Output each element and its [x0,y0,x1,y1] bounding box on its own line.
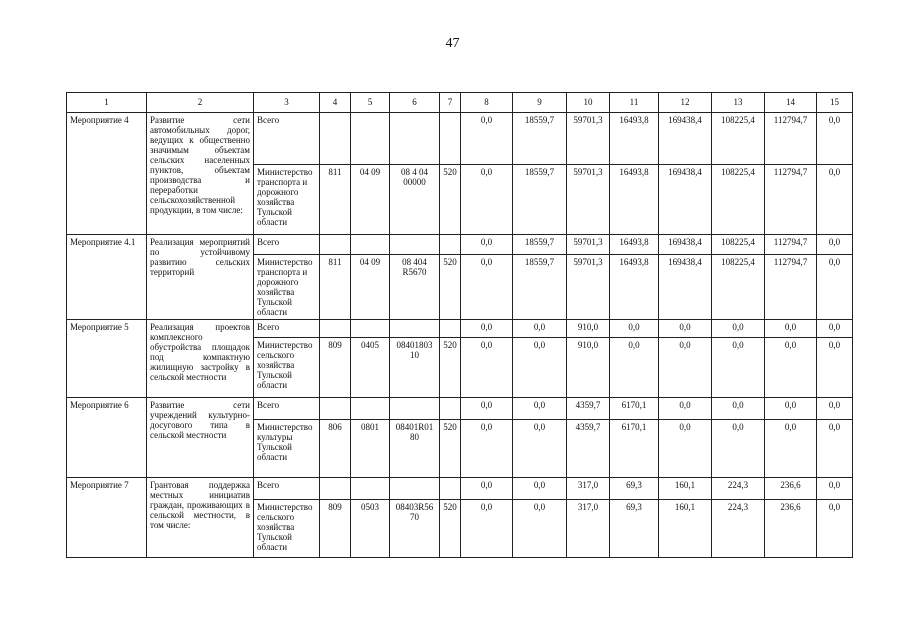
amount-cell: 18559,7 [513,235,567,255]
event-description-cell: Реализация проектов комплексного обустройства площадок под компактную жилищную застройку в сельской местности [147,320,254,398]
section-code-cell [351,320,390,338]
amount-cell: 16493,8 [610,113,659,165]
event-name-cell: Мероприятие 6 [67,398,147,478]
target-article-cell: 08 404 R5670 [390,255,440,320]
amount-cell: 0,0 [461,255,513,320]
event-name-cell: Мероприятие 4 [67,113,147,235]
amount-cell: 169438,4 [659,165,712,235]
amount-cell: 6170,1 [610,420,659,478]
expense-type-cell [440,235,461,255]
column-header: 3 [254,93,320,113]
column-header: 2 [147,93,254,113]
amount-cell: 0,0 [765,320,817,338]
section-code-cell [351,113,390,165]
section-code-cell [351,478,390,500]
executor-cell: Министерство культуры Тульской области [254,420,320,478]
column-header: 4 [320,93,351,113]
event-name-cell: Мероприятие 5 [67,320,147,398]
amount-cell: 18559,7 [513,255,567,320]
amount-cell: 0,0 [610,338,659,398]
amount-cell: 0,0 [461,235,513,255]
expense-type-cell [440,478,461,500]
target-article-cell [390,320,440,338]
amount-cell: 108225,4 [712,255,765,320]
gradn-code-cell [320,398,351,420]
amount-cell: 112794,7 [765,113,817,165]
gradn-code-cell: 809 [320,338,351,398]
gradn-code-cell [320,478,351,500]
amount-cell: 0,0 [513,420,567,478]
expense-type-cell: 520 [440,255,461,320]
amount-cell: 317,0 [567,478,610,500]
executor-cell: Министерство транспорта и дорожного хозяйства Тульской области [254,165,320,235]
table-row [67,320,853,338]
executor-cell: Всего [254,320,320,338]
amount-cell: 0,0 [513,398,567,420]
executor-cell: Министерство сельского хозяйства Тульской области [254,500,320,558]
executor-cell: Министерство транспорта и дорожного хозяйства Тульской области [254,255,320,320]
event-description-cell: Развитие сети учреждений культурно-досугового типа в сельской местности [147,398,254,478]
column-header: 10 [567,93,610,113]
budget-table [66,92,853,558]
amount-cell: 59701,3 [567,165,610,235]
amount-cell: 0,0 [659,420,712,478]
expense-type-cell [440,113,461,165]
amount-cell: 0,0 [461,478,513,500]
header-row [67,93,853,113]
column-header: 14 [765,93,817,113]
amount-cell: 16493,8 [610,255,659,320]
amount-cell: 0,0 [513,478,567,500]
gradn-code-cell [320,320,351,338]
expense-type-cell: 520 [440,165,461,235]
section-code-cell [351,235,390,255]
column-header: 11 [610,93,659,113]
column-header: 12 [659,93,712,113]
section-code-cell: 0405 [351,338,390,398]
amount-cell: 112794,7 [765,235,817,255]
gradn-code-cell: 811 [320,255,351,320]
amount-cell: 0,0 [817,320,853,338]
event-description-cell: Развитие сети автомобильных дорог, ведущих к общественно значимым объектам сельских населенных пунктов, объектам производства и переработки сельскохозяйственной продукции, в том числе: [147,113,254,235]
amount-cell: 6170,1 [610,398,659,420]
section-code-cell: 0503 [351,500,390,558]
target-article-cell [390,235,440,255]
executor-cell: Всего [254,398,320,420]
table-row [67,478,853,500]
amount-cell: 18559,7 [513,165,567,235]
amount-cell: 0,0 [461,398,513,420]
column-header: 15 [817,93,853,113]
column-header: 1 [67,93,147,113]
table-row [67,113,853,165]
amount-cell: 0,0 [513,320,567,338]
amount-cell: 0,0 [817,500,853,558]
amount-cell: 169438,4 [659,113,712,165]
column-header: 8 [461,93,513,113]
amount-cell: 0,0 [712,338,765,398]
target-article-cell [390,478,440,500]
target-article-cell [390,113,440,165]
amount-cell: 0,0 [461,420,513,478]
executor-cell: Министерство сельского хозяйства Тульской области [254,338,320,398]
expense-type-cell: 520 [440,338,461,398]
column-header: 5 [351,93,390,113]
amount-cell: 18559,7 [513,113,567,165]
amount-cell: 59701,3 [567,235,610,255]
amount-cell: 224,3 [712,500,765,558]
target-article-cell [390,398,440,420]
amount-cell: 0,0 [817,420,853,478]
section-code-cell: 0801 [351,420,390,478]
table-row [67,398,853,420]
amount-cell: 0,0 [659,398,712,420]
expense-type-cell: 520 [440,500,461,558]
amount-cell: 160,1 [659,500,712,558]
amount-cell: 0,0 [513,500,567,558]
event-name-cell: Мероприятие 4.1 [67,235,147,320]
amount-cell: 0,0 [765,420,817,478]
amount-cell: 108225,4 [712,165,765,235]
amount-cell: 0,0 [659,338,712,398]
amount-cell: 0,0 [712,420,765,478]
section-code-cell [351,398,390,420]
target-article-cell: 08401803 10 [390,338,440,398]
amount-cell: 69,3 [610,500,659,558]
amount-cell: 16493,8 [610,235,659,255]
amount-cell: 0,0 [765,398,817,420]
page-number: 47 [445,36,460,51]
amount-cell: 0,0 [817,235,853,255]
amount-cell: 0,0 [712,320,765,338]
amount-cell: 317,0 [567,500,610,558]
amount-cell: 69,3 [610,478,659,500]
target-article-cell: 08 4 04 00000 [390,165,440,235]
amount-cell: 0,0 [817,255,853,320]
event-description-cell: Реализация мероприятий по устойчивому развитию сельских территорий [147,235,254,320]
column-header: 6 [390,93,440,113]
amount-cell: 0,0 [817,398,853,420]
amount-cell: 0,0 [461,320,513,338]
amount-cell: 4359,7 [567,398,610,420]
column-header: 13 [712,93,765,113]
amount-cell: 112794,7 [765,255,817,320]
executor-cell: Всего [254,113,320,165]
amount-cell: 59701,3 [567,255,610,320]
gradn-code-cell [320,235,351,255]
amount-cell: 910,0 [567,338,610,398]
amount-cell: 0,0 [817,338,853,398]
event-description-cell: Грантовая поддержка местных инициатив граждан, проживающих в сельской местности, в том числе: [147,478,254,558]
gradn-code-cell: 806 [320,420,351,478]
amount-cell: 0,0 [461,165,513,235]
target-article-cell: 08401R01 80 [390,420,440,478]
expense-type-cell: 520 [440,420,461,478]
amount-cell: 0,0 [712,398,765,420]
amount-cell: 0,0 [765,338,817,398]
amount-cell: 169438,4 [659,235,712,255]
amount-cell: 169438,4 [659,255,712,320]
amount-cell: 910,0 [567,320,610,338]
amount-cell: 4359,7 [567,420,610,478]
amount-cell: 0,0 [461,338,513,398]
amount-cell: 236,6 [765,500,817,558]
amount-cell: 112794,7 [765,165,817,235]
column-header: 9 [513,93,567,113]
expense-type-cell [440,320,461,338]
event-name-cell: Мероприятие 7 [67,478,147,558]
executor-cell: Всего [254,235,320,255]
gradn-code-cell: 809 [320,500,351,558]
amount-cell: 108225,4 [712,235,765,255]
amount-cell: 0,0 [461,500,513,558]
amount-cell: 59701,3 [567,113,610,165]
expense-type-cell [440,398,461,420]
executor-cell: Всего [254,478,320,500]
amount-cell: 0,0 [817,165,853,235]
amount-cell: 16493,8 [610,165,659,235]
section-code-cell: 04 09 [351,165,390,235]
amount-cell: 0,0 [817,113,853,165]
gradn-code-cell [320,113,351,165]
amount-cell: 160,1 [659,478,712,500]
amount-cell: 0,0 [817,478,853,500]
amount-cell: 0,0 [513,338,567,398]
table-body [67,93,853,558]
column-header: 7 [440,93,461,113]
amount-cell: 236,6 [765,478,817,500]
amount-cell: 0,0 [610,320,659,338]
amount-cell: 224,3 [712,478,765,500]
target-article-cell: 08403R56 70 [390,500,440,558]
table-row [67,235,853,255]
section-code-cell: 04 09 [351,255,390,320]
amount-cell: 108225,4 [712,113,765,165]
gradn-code-cell: 811 [320,165,351,235]
amount-cell: 0,0 [461,113,513,165]
amount-cell: 0,0 [659,320,712,338]
